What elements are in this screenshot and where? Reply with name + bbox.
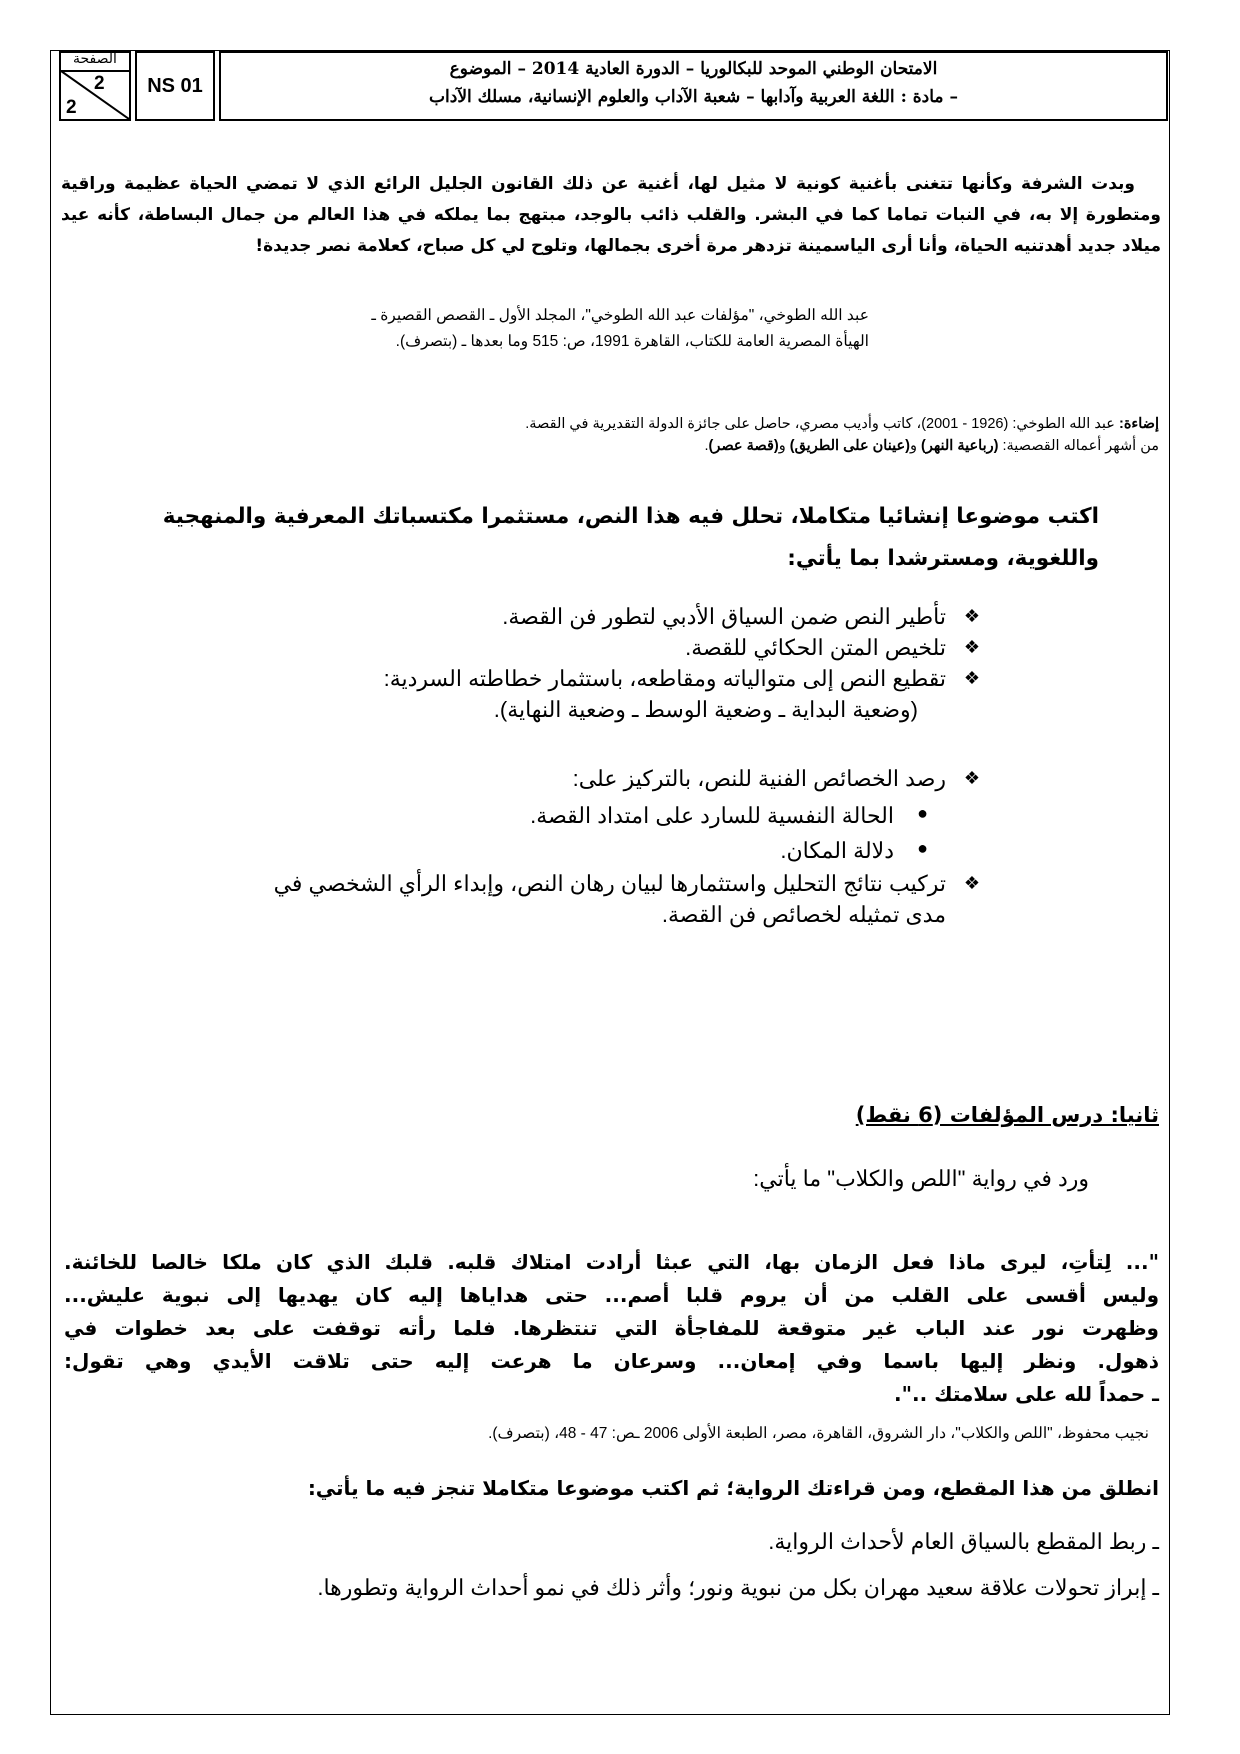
diamond-bullet-icon: ❖ <box>963 873 980 893</box>
exam-title-line2: – مادة : اللغة العربية وآدابها – شعبة الآداب والعلوم الإنسانية، مسلك الآداب <box>429 87 958 107</box>
novel-passage-line: "... لِتأتِ، ليرى ماذا فعل الزمان بها، التي عبثا أرادت امتلاك قلبه. قلبك الذي كان ملكا خالصا للخائنة. <box>64 1250 1159 1274</box>
section2-task: ـ إبراز تحولات علاقة سعيد مهران بكل من نبوية ونور؛ وأثر ذلك في نمو أحداث الرواية وتطورها. <box>317 1575 1159 1600</box>
guideline-text: تركيب نتائج التحليل واستثمارها لبيان رهان النص، وإبداء الرأي الشخصي في <box>273 871 946 896</box>
sub-point-item <box>96 798 928 833</box>
novel-passage-line: ـ حمداً لله على سلامتك ..". <box>894 1382 1159 1406</box>
diamond-bullet-icon: ❖ <box>963 637 980 657</box>
story-source-line2: الهيأة المصرية العامة للكتاب، القاهرة 1991، ص: 515 وما بعدها ـ (بتصرف). <box>395 333 869 350</box>
section2-task: ـ ربط المقطع بالسياق العام لأحداث الرواية. <box>768 1529 1159 1554</box>
guideline-item <box>96 663 980 694</box>
novel-passage-line: ذهول. ونظر إليها باسما وفي إمعان... وسرعان ما هرعت إليه حتى تلاقت الأيدي وهي تقول: <box>64 1349 1159 1373</box>
page-label: الصفحة <box>73 51 117 67</box>
sub-point-item <box>96 833 928 868</box>
note-work1: (رباعية النهر) <box>920 438 999 454</box>
story-passage-text: وبدت الشرفة وكأنها تتغنى بأغنية كونية لا مثيل لها، أغنية عن ذلك القانون الجليل الرائع الذي لا تمضي الحياة عظيمة وراقية ومتطورة إلا به، في النبات تماما كما في البشر. والقلب ذائب بالوجد، مبتهج بما يملكه في هذا العالم من جمال البساطة، كأنه عيد ميلاد جديد أهدتنيه الحياة، وأنا أرى الياسمينة تزدهر مرة أخرى بجمالها، وتلوح لي كل صباح، كعلامة نصر جديدة! <box>61 174 1161 256</box>
novel-passage-line: وظهرت نور عند الباب غير متوقعة للمفاجأة التي تنتظرها. فلما رأته توقفت على بعد خطوات في <box>64 1316 1159 1340</box>
note-line1: عبد الله الطوخي: (1926 - 2001)، كاتب وأديب مصري، حاصل على جائزة الدولة التقديرية في القصة. <box>525 416 1119 432</box>
author-note <box>525 413 1159 457</box>
guideline-text: رصد الخصائص الفنية للنص، بالتركيز على: <box>572 766 946 791</box>
story-source-line1: عبد الله الطوخي، "مؤلفات عبد الله الطوخي"، المجلد الأول ـ القصص القصيرة ـ <box>371 307 869 324</box>
note-line2-prefix: من أشهر أعماله القصصية: <box>998 438 1159 454</box>
exam-code: NS 01 <box>135 51 215 121</box>
exam-header <box>51 51 1168 121</box>
guideline-item <box>96 763 980 794</box>
novel-passage <box>64 1246 1159 1411</box>
note-end: . <box>704 438 709 454</box>
guideline-item <box>96 632 980 663</box>
guidelines-list-b <box>96 763 980 930</box>
exam-page <box>50 50 1170 1715</box>
sub-point-text: دلالة المكان. <box>780 838 894 863</box>
guideline-text: تقطيع النص إلى متوالياته ومقاطعه، باستثمار خطاطته السردية: <box>383 666 946 691</box>
section2-intro: ورد في رواية "اللص والكلاب" ما يأتي: <box>753 1166 1089 1191</box>
guideline-item <box>96 868 980 899</box>
note-and-1: و <box>909 438 921 454</box>
story-passage <box>61 169 1161 262</box>
page-number: 2 <box>94 73 105 94</box>
guideline-sub-phases: (وضعية البداية ـ وضعية الوسط ـ وضعية النهاية). <box>493 697 918 722</box>
diamond-bullet-icon: ❖ <box>963 606 980 626</box>
note-work2: (عينان على الطريق) <box>789 438 910 454</box>
page-total: 2 <box>66 97 77 118</box>
note-work3: (قصة عصر) <box>708 438 779 454</box>
page-number-box <box>59 51 131 121</box>
dot-bullet-icon: ● <box>917 838 928 858</box>
note-and-2: و <box>778 438 790 454</box>
guideline-text-continued: مدى تمثيله لخصائص فن القصة. <box>661 902 946 927</box>
guidelines-list-a <box>96 601 980 725</box>
guideline-text: تلخيص المتن الحكائي للقصة. <box>685 635 946 660</box>
exam-title-box <box>219 51 1168 121</box>
diamond-bullet-icon: ❖ <box>963 768 980 788</box>
exam-title-line1: الامتحان الوطني الموحد للبكالوريا – الدورة العادية 2014 – الموضوع <box>449 59 938 79</box>
novel-source: نجيب محفوظ، "اللص والكلاب"، دار الشروق، القاهرة، مصر، الطبعة الأولى 2006 ـص: 47 - 48، (بتصرف). <box>488 1425 1149 1442</box>
novel-passage-line: وليس أقسى على القلب من أن يروم قلبا أصم... حتى هداياها إليه كان يهديها إلى نبوية عليش... <box>64 1283 1159 1307</box>
section2-heading: ثانيا: درس المؤلفات (6 نقط) <box>855 1103 1159 1127</box>
story-source <box>371 303 869 355</box>
section1-instruction-text: اكتب موضوعا إنشائيا متكاملا، تحلل فيه هذا النص، مستثمرا مكتسباتك المعرفية والمنهجية واللغوية، ومسترشدا بما يأتي: <box>162 504 1099 571</box>
section1-instruction <box>69 496 1099 580</box>
sub-point-text: الحالة النفسية للسارد على امتداد القصة. <box>530 803 894 828</box>
note-label: إضاءة: <box>1118 416 1159 432</box>
diamond-bullet-icon: ❖ <box>963 668 980 688</box>
section2-instruction: انطلق من هذا المقطع، ومن قراءتك الرواية؛ ثم اكتب موضوعا متكاملا تنجز فيه ما يأتي: <box>307 1476 1159 1500</box>
dot-bullet-icon: ● <box>917 803 928 823</box>
guideline-text: تأطير النص ضمن السياق الأدبي لتطور فن القصة. <box>502 604 946 629</box>
guideline-item <box>96 601 980 632</box>
